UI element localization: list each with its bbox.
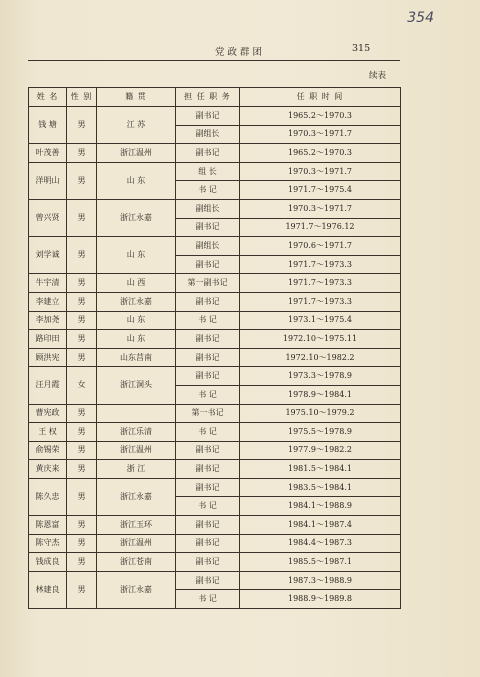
- cell-sex: 男: [67, 348, 97, 367]
- cell-period: 1985.5～1987.1: [240, 553, 401, 572]
- cell-period: 1984.4～1987.3: [240, 534, 401, 553]
- cell-name: 俞锡荣: [29, 441, 67, 460]
- cell-name: 牛宇清: [29, 274, 67, 293]
- page-number: 315: [352, 43, 371, 54]
- table-row: [29, 311, 401, 330]
- cell-origin: 浙江温州: [97, 441, 176, 460]
- cell-sex: 男: [67, 553, 97, 572]
- cell-position: 副书记: [176, 478, 240, 497]
- cell-origin: 浙 江: [97, 460, 176, 479]
- cell-sex: 男: [67, 330, 97, 349]
- cell-sex: 男: [67, 162, 97, 199]
- cell-origin: [97, 404, 176, 423]
- cell-period: 1970.3～1971.7: [240, 199, 401, 218]
- cell-origin: 浙江洞头: [97, 367, 176, 404]
- cell-position: 书 记: [176, 311, 240, 330]
- cell-position: 副书记: [176, 441, 240, 460]
- table-row: [29, 423, 401, 442]
- cell-origin: 山 东: [97, 237, 176, 274]
- cell-name: 钱 塘: [29, 107, 67, 144]
- cell-period: 1971.7～1976.12: [240, 218, 401, 237]
- cell-origin: 浙江永嘉: [97, 571, 176, 608]
- cell-position: 副书记: [176, 292, 240, 311]
- cell-period: 1970.6～1971.7: [240, 237, 401, 256]
- cell-position: 副书记: [176, 553, 240, 572]
- table-row: [29, 348, 401, 367]
- cell-name: 洋明山: [29, 162, 67, 199]
- cell-origin: 浙江玉环: [97, 516, 176, 535]
- cell-position: 副书记: [176, 571, 240, 590]
- cell-position: 副书记: [176, 516, 240, 535]
- cell-origin: 山 东: [97, 162, 176, 199]
- cell-sex: 男: [67, 423, 97, 442]
- cell-position: 书 记: [176, 385, 240, 404]
- table-row: [29, 441, 401, 460]
- cell-period: 1983.5～1984.1: [240, 478, 401, 497]
- cell-position: 副组长: [176, 199, 240, 218]
- cell-position: 副书记: [176, 218, 240, 237]
- cell-period: 1965.2～1970.3: [240, 144, 401, 163]
- table-row: [29, 292, 401, 311]
- cell-name: 李加尧: [29, 311, 67, 330]
- cell-origin: 浙江温州: [97, 534, 176, 553]
- officials-table: [28, 87, 401, 609]
- cell-origin: 浙江温州: [97, 144, 176, 163]
- table-row: [29, 199, 401, 218]
- cell-origin: 浙江苍南: [97, 553, 176, 572]
- table-row: [29, 107, 401, 126]
- handwritten-page-number: 354: [407, 10, 434, 26]
- cell-origin: 山东莒南: [97, 348, 176, 367]
- header-rule: [28, 60, 400, 61]
- cell-position: 副书记: [176, 107, 240, 126]
- cell-position: 副书记: [176, 330, 240, 349]
- cell-origin: 浙江永嘉: [97, 292, 176, 311]
- cell-position: 书 记: [176, 497, 240, 516]
- cell-sex: 男: [67, 107, 97, 144]
- table-row: [29, 404, 401, 423]
- cell-name: 陈久忠: [29, 478, 67, 515]
- table-row: [29, 516, 401, 535]
- table-row: [29, 330, 401, 349]
- cell-sex: 男: [67, 237, 97, 274]
- cell-position: 副组长: [176, 237, 240, 256]
- cell-name: 陈守杰: [29, 534, 67, 553]
- cell-origin: 浙江乐清: [97, 423, 176, 442]
- table-row: [29, 144, 401, 163]
- cell-position: 副书记: [176, 460, 240, 479]
- cell-position: 组 长: [176, 162, 240, 181]
- cell-name: 路印田: [29, 330, 67, 349]
- cell-sex: 男: [67, 274, 97, 293]
- cell-sex: 男: [67, 534, 97, 553]
- table-row: [29, 367, 401, 386]
- cell-name: 叶茂善: [29, 144, 67, 163]
- cell-sex: 男: [67, 311, 97, 330]
- table-row: [29, 553, 401, 572]
- table-row: [29, 274, 401, 293]
- cell-period: 1973.1～1975.4: [240, 311, 401, 330]
- cell-period: 1971.7～1973.3: [240, 292, 401, 311]
- cell-position: 副书记: [176, 255, 240, 274]
- cell-name: 陈恩富: [29, 516, 67, 535]
- cell-position: 书 记: [176, 181, 240, 200]
- table-header-row: [29, 88, 401, 107]
- cell-position: 副书记: [176, 348, 240, 367]
- cell-position: 书 记: [176, 423, 240, 442]
- cell-period: 1971.7～1973.3: [240, 274, 401, 293]
- cell-sex: 男: [67, 460, 97, 479]
- cell-period: 1975.10～1979.2: [240, 404, 401, 423]
- cell-origin: 山 西: [97, 274, 176, 293]
- cell-origin: 山 东: [97, 330, 176, 349]
- continued-label: 续表: [369, 71, 387, 81]
- cell-period: 1987.3～1988.9: [240, 571, 401, 590]
- cell-sex: 男: [67, 516, 97, 535]
- cell-period: 1970.3～1971.7: [240, 162, 401, 181]
- cell-name: 顾洪宪: [29, 348, 67, 367]
- cell-period: 1973.3～1978.9: [240, 367, 401, 386]
- cell-period: 1984.1～1988.9: [240, 497, 401, 516]
- table-row: [29, 237, 401, 256]
- table-row: [29, 534, 401, 553]
- cell-period: 1972.10～1982.2: [240, 348, 401, 367]
- header-name: 姓 名: [29, 88, 67, 107]
- cell-origin: 江 苏: [97, 107, 176, 144]
- cell-position: 副书记: [176, 144, 240, 163]
- cell-period: 1971.7～1975.4: [240, 181, 401, 200]
- table-row: [29, 460, 401, 479]
- cell-origin: 浙江永嘉: [97, 478, 176, 515]
- cell-period: 1975.5～1978.9: [240, 423, 401, 442]
- header-sex: 性 别: [67, 88, 97, 107]
- cell-period: 1965.2～1970.3: [240, 107, 401, 126]
- cell-sex: 女: [67, 367, 97, 404]
- cell-origin: 浙江永嘉: [97, 199, 176, 236]
- cell-period: 1971.7～1973.3: [240, 255, 401, 274]
- cell-position: 副书记: [176, 367, 240, 386]
- cell-position: 第一书记: [176, 404, 240, 423]
- cell-name: 曾兴贤: [29, 199, 67, 236]
- cell-position: 副组长: [176, 125, 240, 144]
- cell-name: 林建良: [29, 571, 67, 608]
- cell-position: 副书记: [176, 534, 240, 553]
- table-row: [29, 162, 401, 181]
- table-row: [29, 478, 401, 497]
- header-origin: 籍 贯: [97, 88, 176, 107]
- cell-period: 1981.5～1984.1: [240, 460, 401, 479]
- cell-name: 曹宪政: [29, 404, 67, 423]
- cell-period: 1984.1～1987.4: [240, 516, 401, 535]
- cell-sex: 男: [67, 478, 97, 515]
- cell-sex: 男: [67, 199, 97, 236]
- cell-name: 钱成良: [29, 553, 67, 572]
- cell-sex: 男: [67, 292, 97, 311]
- cell-period: 1988.9～1989.8: [240, 590, 401, 609]
- cell-name: 王 权: [29, 423, 67, 442]
- cell-period: 1978.9～1984.1: [240, 385, 401, 404]
- cell-period: 1970.3～1971.7: [240, 125, 401, 144]
- cell-sex: 男: [67, 404, 97, 423]
- cell-name: 刘学诚: [29, 237, 67, 274]
- cell-origin: 山 东: [97, 311, 176, 330]
- cell-name: 李建立: [29, 292, 67, 311]
- table-row: [29, 571, 401, 590]
- cell-period: 1977.9～1982.2: [240, 441, 401, 460]
- header-period: 任 职 时 间: [240, 88, 401, 107]
- cell-position: 书 记: [176, 590, 240, 609]
- cell-name: 黄庆来: [29, 460, 67, 479]
- cell-position: 第一副书记: [176, 274, 240, 293]
- cell-sex: 男: [67, 144, 97, 163]
- cell-period: 1972.10～1975.11: [240, 330, 401, 349]
- table-body: [29, 107, 401, 609]
- running-header-title: 党政群团: [214, 47, 265, 58]
- cell-sex: 男: [67, 571, 97, 608]
- cell-sex: 男: [67, 441, 97, 460]
- header-position: 担 任 职 务: [176, 88, 240, 107]
- cell-name: 汪月霞: [29, 367, 67, 404]
